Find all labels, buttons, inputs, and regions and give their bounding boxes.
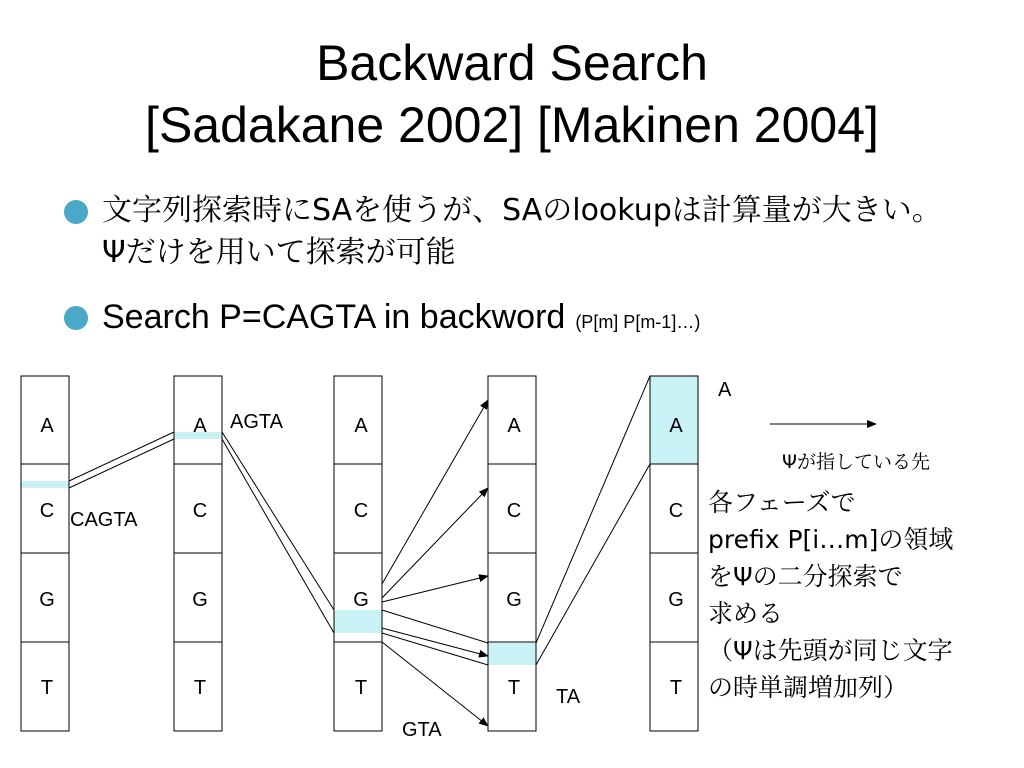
psi-legend (770, 424, 930, 473)
note-line: をΨの二分探索で (708, 562, 903, 591)
cell-label: A (669, 415, 683, 437)
title-line-2: [Sadakane 2002] [Makinen 2004] (145, 97, 879, 153)
cell-label: T (354, 677, 368, 699)
cell-label: G (192, 589, 208, 611)
title-line-1: Backward Search (316, 35, 708, 91)
phase-label-gta: GTA (402, 719, 442, 741)
cell-label: A (507, 415, 521, 437)
suffix-array-column-2 (174, 376, 222, 731)
cell-label: C (192, 500, 208, 522)
explanation-notes (708, 484, 1024, 706)
cell-label: T (669, 677, 683, 699)
note-line: prefix P[i…m]の領域 (708, 525, 954, 554)
cell-label: A (354, 415, 368, 437)
cell-label: C (506, 500, 522, 522)
note-line: の時単調増加列） (708, 673, 909, 702)
range-highlight-cagta (21, 481, 69, 488)
cell-label: G (668, 589, 684, 611)
suffix-array-column-1 (21, 376, 69, 731)
cell-label: C (39, 500, 55, 522)
cell-label: C (353, 500, 369, 522)
bullet-text-2: Search P=CAGTA in backword (102, 298, 566, 336)
cell-label: G (506, 589, 522, 611)
cell-label: G (39, 589, 55, 611)
cell-label: A (40, 415, 54, 437)
range-highlight-gta (334, 610, 382, 633)
cell-label: T (193, 677, 207, 699)
note-line: 各フェーズで (708, 488, 856, 517)
cell-label: G (353, 589, 369, 611)
note-line: （Ψは先頭が同じ文字 (708, 636, 953, 665)
suffix-array-column-4 (488, 376, 536, 731)
cell-label: T (507, 677, 521, 699)
phase-label-cagta: CAGTA (70, 509, 138, 531)
cell-label: C (668, 500, 684, 522)
phase-label-agta: AGTA (230, 411, 283, 433)
bullet-note-2: (P[m] P[m-1]…) (575, 312, 701, 332)
phase-label-ta: TA (556, 686, 581, 708)
cell-label: A (193, 415, 207, 437)
note-line: 求める (708, 599, 784, 628)
phase-label-a: A (718, 379, 732, 401)
legend-text: Ψが指している先 (782, 451, 930, 473)
cell-label: T (40, 677, 54, 699)
psi-pointer-arrows (382, 400, 488, 726)
range-highlight-ta (488, 643, 536, 665)
suffix-array-column-3 (334, 376, 382, 731)
bullet-text-1: 文字列探索時にSAを使うが、SAのlookupは計算量が大きい。Ψだけを用いて探索が可能 (102, 193, 942, 270)
